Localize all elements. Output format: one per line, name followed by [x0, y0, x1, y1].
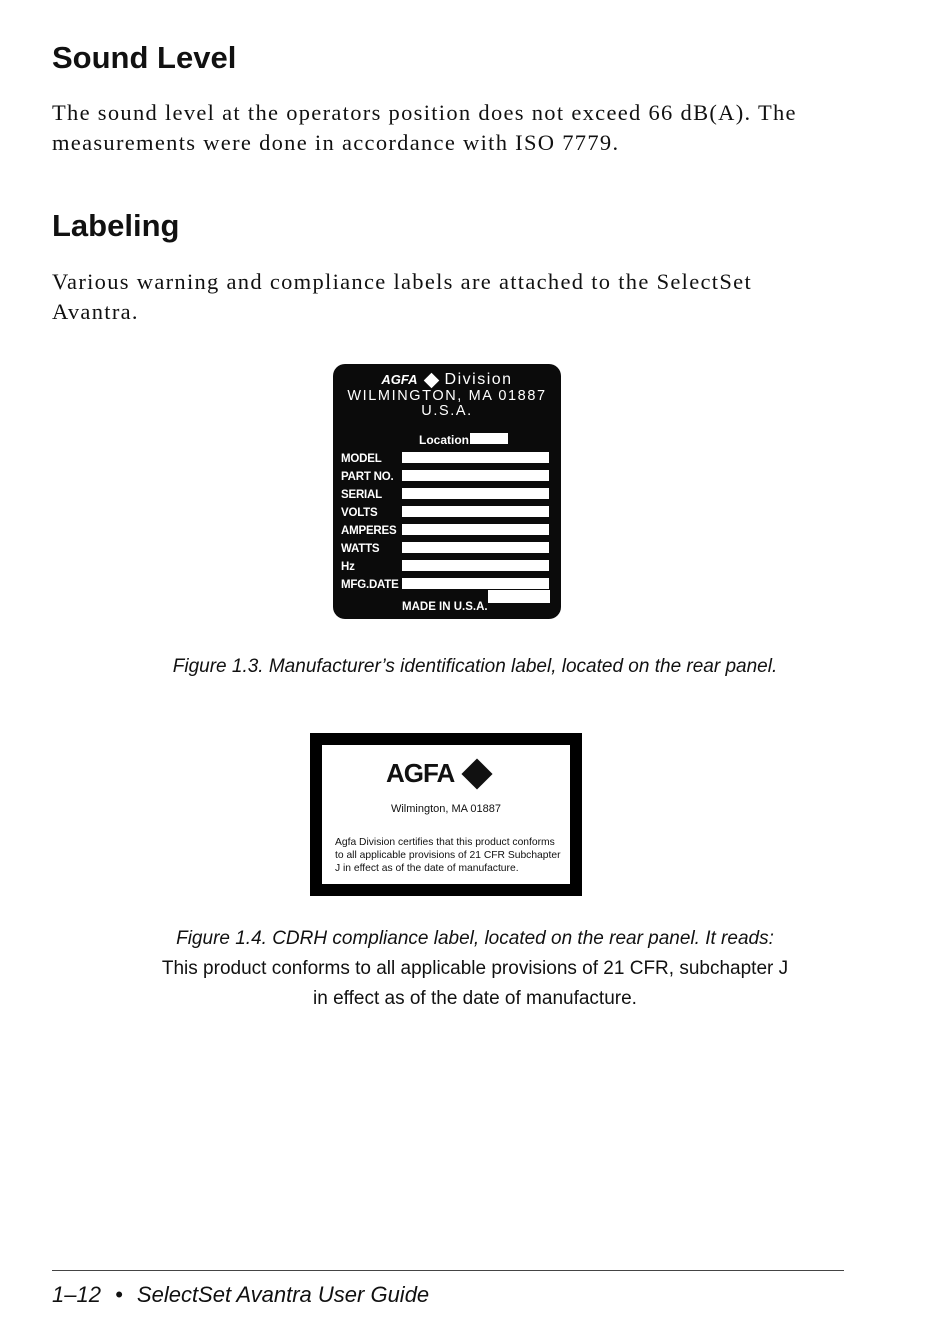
field-label-amperes: AMPERES — [341, 525, 397, 537]
page-number: 1–12 — [52, 1282, 101, 1307]
location-label: Location — [419, 433, 469, 447]
labeling-line-1: Various warning and compliance labels are attached to the SelectSet — [52, 269, 752, 294]
address-line: WILMINGTON, MA 01887 — [347, 388, 547, 404]
field-box-serial — [402, 488, 549, 499]
field-box-hz — [402, 560, 549, 571]
labeling-line-2: Avantra. — [52, 299, 139, 324]
cdrh-city: Wilmington, MA 01887 — [390, 803, 502, 815]
field-label-hz: Hz — [341, 561, 355, 573]
agfa-logo-text: AGFA — [386, 758, 455, 788]
field-box-watts — [402, 542, 549, 553]
cdrh-compliance-label — [310, 733, 582, 896]
field-label-model: MODEL — [341, 453, 382, 465]
labeling-paragraph — [52, 267, 852, 327]
figure-1-3-caption: Figure 1.3. Manufacturer’s identification label, located on the rear panel. — [172, 656, 778, 677]
field-label-serial: SERIAL — [341, 489, 382, 501]
field-label-part-no: PART NO. — [341, 471, 394, 483]
division-text: Division — [444, 371, 513, 388]
manufacturer-id-label — [333, 364, 561, 619]
figure-1-4-caption-line-2: This product conforms to all applicable provisions of 21 CFR, subchapter J — [161, 958, 789, 979]
location-field — [470, 433, 508, 444]
field-box-mfg-date — [402, 578, 549, 589]
field-box-part-no — [402, 470, 549, 481]
page-footer — [52, 1282, 429, 1308]
agfa-diamond-icon — [423, 372, 439, 388]
id-label-header — [333, 371, 561, 419]
field-box-volts — [402, 506, 549, 517]
country-line: U.S.A. — [421, 403, 473, 419]
field-label-volts: VOLTS — [341, 507, 378, 519]
agfa-logo-text: AGFA — [381, 372, 418, 387]
cdrh-certification-text: Agfa Division certifies that this product conforms to all applicable provisions of 21 CFR Subchapter J in effect as of the date of manufacture. — [335, 837, 561, 874]
agfa-logo — [386, 758, 488, 789]
footer-rule — [52, 1270, 844, 1271]
agfa-diamond-icon — [462, 758, 493, 789]
sound-level-paragraph — [52, 98, 852, 158]
figure-1-4-caption: Figure 1.4. CDRH compliance label, located on the rear panel. It reads: — [176, 928, 774, 949]
field-label-mfg-date: MFG.DATE — [341, 579, 399, 591]
sound-level-heading: Sound Level — [52, 40, 237, 75]
figure-1-4-caption-line-3: in effect as of the date of manufacture. — [313, 988, 637, 1009]
field-box-amperes — [402, 524, 549, 535]
field-label-watts: WATTS — [341, 543, 380, 555]
made-in-text: MADE IN U.S.A. — [402, 601, 488, 613]
guide-title: SelectSet Avantra User Guide — [136, 1282, 430, 1307]
labeling-heading: Labeling — [52, 208, 180, 243]
sound-level-line-2: measurements were done in accordance with ISO 7779. — [52, 130, 620, 155]
footer-separator: • — [115, 1282, 123, 1307]
made-in-box — [488, 590, 550, 603]
field-box-model — [402, 452, 549, 463]
sound-level-line-1: The sound level at the operators position does not exceed 66 dB(A). The — [52, 100, 797, 125]
